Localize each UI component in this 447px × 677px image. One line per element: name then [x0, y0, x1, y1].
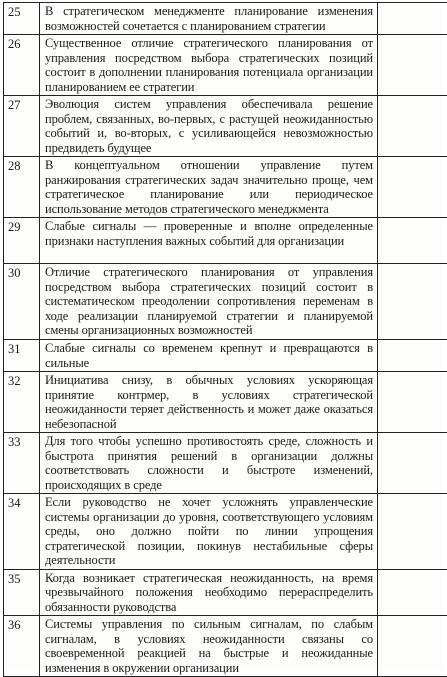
table-row — [4, 264, 447, 340]
statement-number: 33 — [4, 433, 40, 494]
table-row — [4, 372, 447, 433]
statement-number: 27 — [4, 96, 40, 157]
statement-number: 36 — [4, 616, 40, 677]
answer-cell[interactable] — [378, 3, 447, 35]
table-row — [4, 96, 447, 157]
answer-cell[interactable] — [378, 35, 447, 96]
statement-text: Инициатива снизу, в обычных условиях ускоряющая принятие контрмер, в условиях стратегической неожиданности теряет действенность и может даже оказаться небезопасной — [40, 372, 378, 433]
table-row — [4, 433, 447, 494]
answer-cell[interactable] — [378, 372, 447, 433]
answer-cell[interactable] — [378, 264, 447, 340]
table-row — [4, 218, 447, 264]
answer-cell[interactable] — [378, 340, 447, 372]
table-row — [4, 3, 447, 35]
statement-text: Отличие стратегического планирования от управления посредством выбора стратегических позиций состоит в систематическом преодолении сопротивления переменам в ходе реализации планируемой стратегии и планируемой смены организационных возможностей — [40, 264, 378, 340]
table-row — [4, 157, 447, 218]
statement-number: 28 — [4, 157, 40, 218]
statement-number: 32 — [4, 372, 40, 433]
statement-text: Системы управления по сильным сигналам, по слабым сигналам, в условиях неожиданности связаны со своевременной реакцией на быстрые и неожиданные изменения в окружении организации — [40, 616, 378, 677]
table-row — [4, 569, 447, 616]
table-row — [4, 616, 447, 677]
statement-text: Если руководство не хочет усложнять управленческие системы организации до уровня, соответствующего условиям среды, оно должно пойти по линии упрощения стратегической позиции, покинув нестабильные сферы деятельности — [40, 494, 378, 570]
statement-text: Слабые сигналы — проверенные и вполне определенные признаки наступления важных событий для организации — [40, 218, 378, 264]
statement-text: Для того чтобы успешно противостоять среде, сложность и быстрота принятия решений в организации должны соответствовать сложности и быстроте изменений, происходящих в среде — [40, 433, 378, 494]
answer-cell[interactable] — [378, 616, 447, 677]
answer-cell[interactable] — [378, 569, 447, 616]
statement-text: Когда возникает стратегическая неожиданность, на время чрезвычайного положения необходимо перераспределить обязанности руководства — [40, 569, 378, 616]
statements-table — [3, 2, 447, 677]
statement-text: Эволюция систем управления обеспечивала решение проблем, связанных, во-первых, с растущей неожиданностью событий и, во-вторых, с усиливающейся невозможностью предвидеть будущее — [40, 96, 378, 157]
table-row — [4, 35, 447, 96]
statement-number: 31 — [4, 340, 40, 372]
statement-text: Существенное отличие стратегического планирования от управления посредством выбора стратегических позиций состоит в дополнении планирования потенциала организации планированием ее стратегии — [40, 35, 378, 96]
statement-text: В стратегическом менеджменте планирование изменения возможностей сочетается с планированием стратегии — [40, 3, 378, 35]
statement-text: Слабые сигналы со временем крепнут и превращаются в сильные — [40, 340, 378, 372]
statement-number: 35 — [4, 569, 40, 616]
answer-cell[interactable] — [378, 494, 447, 570]
statement-number: 26 — [4, 35, 40, 96]
answer-cell[interactable] — [378, 96, 447, 157]
answer-cell[interactable] — [378, 433, 447, 494]
answer-cell[interactable] — [378, 157, 447, 218]
document-page — [3, 2, 442, 670]
statement-number: 29 — [4, 218, 40, 264]
table-row — [4, 494, 447, 570]
answer-cell[interactable] — [378, 218, 447, 264]
statement-number: 34 — [4, 494, 40, 570]
statement-number: 25 — [4, 3, 40, 35]
statement-text: В концептуальном отношении управление путем ранжирования стратегических задач значительно проще, чем стратегическое планирование или периодическое использование методов стратегического менеджмента — [40, 157, 378, 218]
table-row — [4, 340, 447, 372]
statement-number: 30 — [4, 264, 40, 340]
